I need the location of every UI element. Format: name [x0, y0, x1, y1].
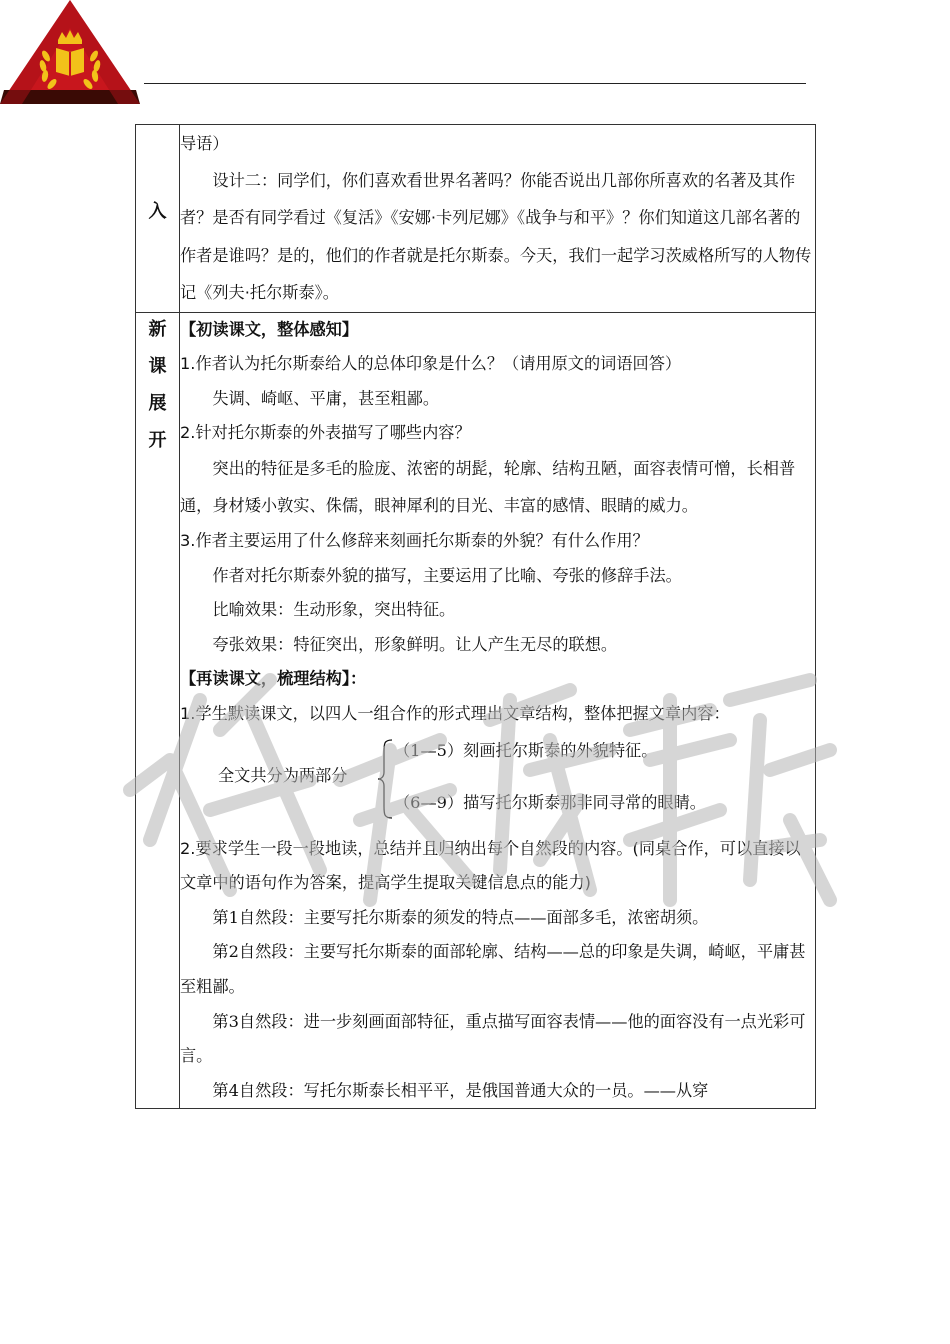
side-label-ke: 课 [148, 355, 167, 377]
side-label-zhan: 展 [148, 392, 167, 414]
section1-a1: 失调、崎岖、平庸，甚至粗鄙。 [212, 388, 440, 408]
paragraph-summary-4: 第4自然段：写托尔斯泰长相平平，是俄国普通大众的一员。——从穿 [212, 1080, 709, 1100]
part1-text: （1—5）刻画托尔斯泰的外貌特征。 [394, 740, 658, 760]
paragraph-summary-3: 第3自然段：进一步刻画面部特征，重点描写面容表情——他的面容没有一点光彩可言。 [180, 1011, 806, 1066]
side-label-xin: 新 [148, 318, 167, 340]
section2-heading: 【再读课文，梳理结构】： [180, 669, 367, 689]
section1-q3: 3.作者主要运用了什么修辞来刻画托尔斯泰的外貌？有什么作用？ [180, 531, 649, 550]
paragraph-summary-2: 第2自然段：主要写托尔斯泰的面部轮廓、结构——总的印象是失调，崎岖，平庸甚至粗鄙。 [180, 942, 806, 996]
side-label-kai: 开 [148, 429, 167, 451]
intro-row [136, 125, 816, 313]
side-label-intro: 入 [148, 201, 167, 222]
section1-a2: 突出的特征是多毛的脸庞、浓密的胡髭，轮廓、结构丑陋，面容表情可憎，长相普通，身材矮小敦实、侏儒，眼神犀利的目光、丰富的感情、眼睛的威力。 [180, 459, 796, 515]
section1-a3a: 作者对托尔斯泰外貌的描写，主要运用了比喻、夸张的修辞手法。 [212, 565, 682, 585]
header-rule [144, 83, 806, 84]
design2-paragraph: 设计二：同学们，你们喜欢看世界名著吗？你能否说出几部你所喜欢的名著及其作者？是否有同学看过《复活》《安娜·卡列尼娜》《战争与和平》？你们知道这几部名著的作者是谁吗？是的，他们的作者就是托尔斯泰。今天，我们一起学习茨威格所写的人物传记《列夫·托尔斯泰》。 [180, 171, 812, 303]
section1-q2: 2.针对托尔斯泰的外表描写了哪些内容？ [180, 423, 471, 443]
structure-brace [180, 734, 815, 824]
brace-label: 全文共分为两部分 [218, 765, 348, 785]
section2-q2: 2.要求学生一段一段地读，总结并且归纳出每个自然段的内容。(同桌合作，可以直接以文章中的语句作为答案，提高学生提取关键信息点的能力) [180, 838, 801, 893]
intro-content-cell [180, 125, 816, 313]
book-icon [56, 48, 84, 76]
lesson-table [135, 124, 816, 1109]
section1-heading: 【初读课文，整体感知】 [180, 319, 359, 339]
intro-line: 导语） [180, 134, 229, 153]
paragraph-summary-1: 第1自然段：主要写托尔斯泰的须发的特点——面部多毛，浓密胡须。 [212, 907, 709, 927]
section1-a3c: 夸张效果：特征突出，形象鲜明。让人产生无尽的联想。 [212, 634, 618, 654]
new-lesson-row [136, 312, 816, 1109]
section1-a3b: 比喻效果：生动形象，突出特征。 [212, 600, 456, 620]
new-lesson-content-cell [180, 312, 816, 1109]
section2-q1: 1.学生默读课文，以四人一组合作的形式理出文章结构，整体把握文章内容： [180, 703, 730, 723]
intro-side-cell [136, 125, 180, 313]
school-logo [0, 0, 140, 104]
section1-q1: 1.作者认为托尔斯泰给人的总体印象是什么？（请用原文的词语回答） [180, 354, 682, 374]
part2-text: （6—9）描写托尔斯泰那非同寻常的眼睛。 [394, 792, 706, 812]
new-lesson-side-cell [136, 312, 180, 1109]
brace-icon [376, 738, 394, 820]
